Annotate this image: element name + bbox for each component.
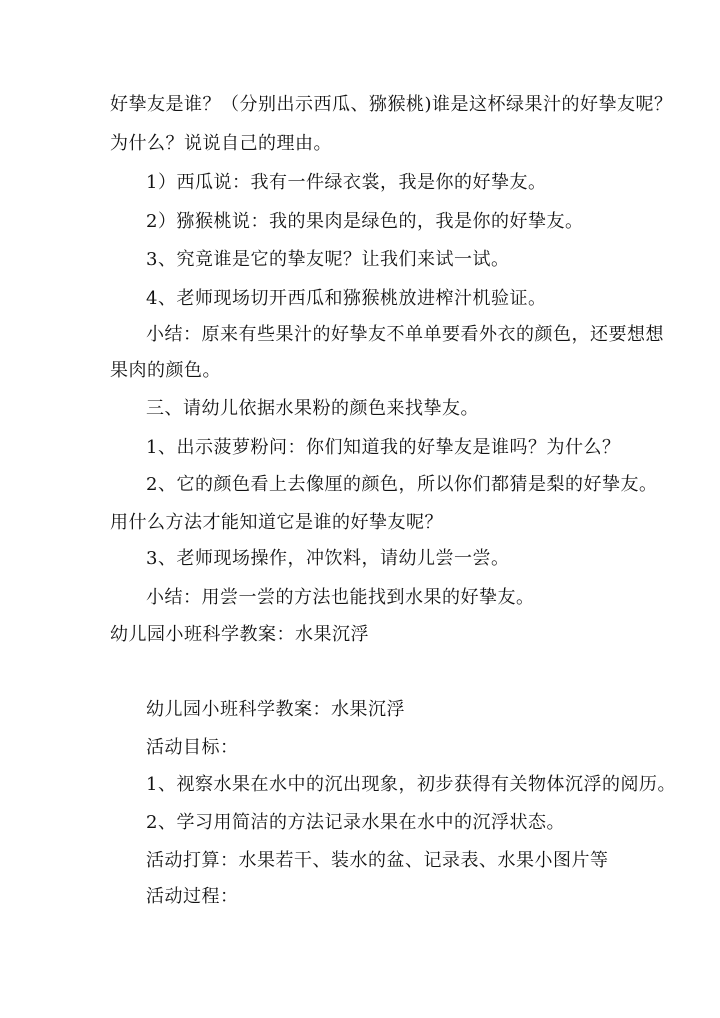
text-line: 1、出示菠萝粉问：你们知道我的好挚友是谁吗？为什么？ (146, 437, 621, 458)
text-line: 幼儿园小班科学教案：水果沉浮 (146, 699, 405, 720)
text-line: 果肉的颜色。 (110, 360, 221, 381)
text-line: 4、老师现场切开西瓜和猕猴桃放进榨汁机验证。 (146, 288, 547, 309)
text-line: 3、究竟谁是它的挚友呢？让我们来试一试。 (146, 249, 510, 270)
text-line: 1）西瓜说：我有一件绿衣裳，我是你的好挚友。 (146, 172, 547, 193)
text-line: 幼儿园小班科学教案：水果沉浮 (110, 624, 369, 645)
text-line: 小结：用尝一尝的方法也能找到水果的好挚友。 (146, 587, 535, 608)
text-line: 为什么？说说自己的理由。 (110, 133, 332, 154)
text-line: 2、学习用简洁的方法记录水果在水中的沉浮状态。 (146, 812, 565, 833)
text-line: 活动过程： (146, 886, 239, 907)
text-line: 2、它的颜色看上去像厘的颜色，所以你们都猜是梨的好挚友。 (146, 474, 658, 495)
text-line: 3、老师现场操作，冲饮料，请幼儿尝一尝。 (146, 548, 510, 569)
text-line: 好挚友是谁？（分别出示西瓜、猕猴桃)谁是这杯绿果汁的好挚友呢？ (110, 94, 673, 115)
text-line: 用什么方法才能知道它是谁的好挚友呢？ (110, 512, 443, 533)
text-line: 三、请幼儿依据水果粉的颜色来找挚友。 (146, 398, 479, 419)
text-line: 小结：原来有些果汁的好挚友不单单要看外衣的颜色，还要想想 (146, 324, 664, 345)
text-line: 2）猕猴桃说：我的果肉是绿色的，我是你的好挚友。 (146, 211, 584, 232)
text-line: 活动目标： (146, 737, 239, 758)
text-line: 1、视察水果在水中的沉出现象，初步获得有关物体沉浮的阅历。 (146, 774, 676, 795)
text-line: 活动打算：水果若干、装水的盆、记录表、水果小图片等 (146, 850, 609, 871)
